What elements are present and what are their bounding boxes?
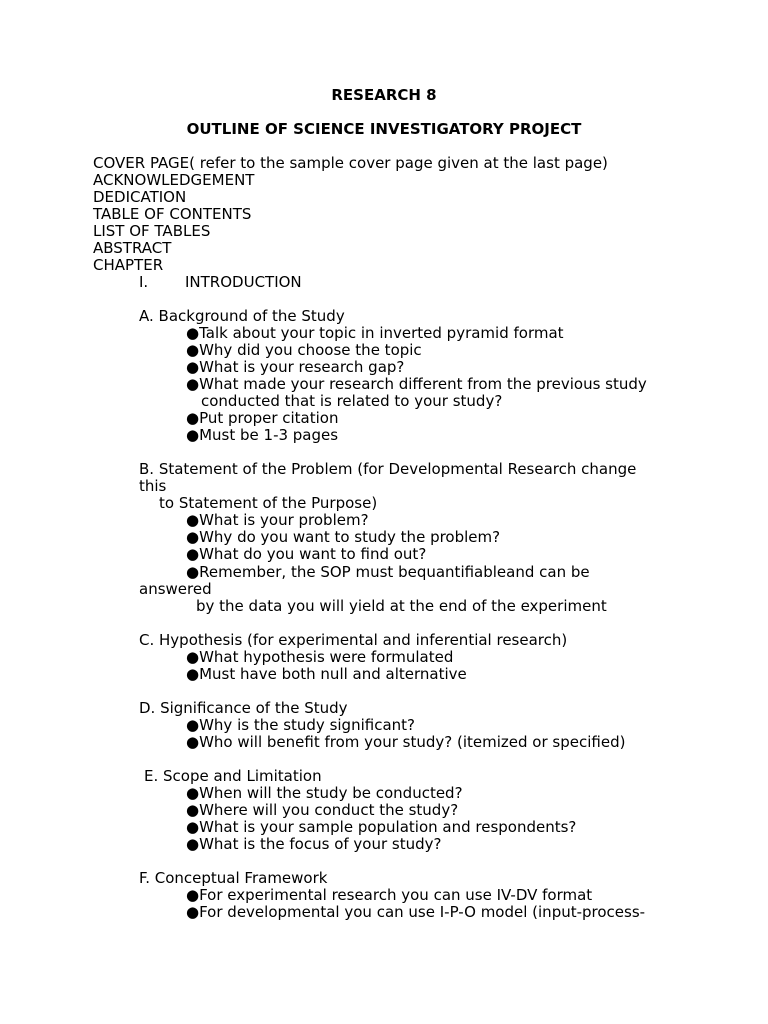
front-matter-item: LIST OF TABLES [93,222,211,240]
section-heading: F. Conceptual Framework [139,869,328,887]
bullet-item: ●What do you want to find out? [186,545,427,563]
chapter-numeral: I. [139,273,149,291]
bullet-continuation: conducted that is related to your study? [201,392,503,410]
section-heading-wrap: to Statement of the Purpose) [159,494,378,512]
bullet-item: ●Why did you choose the topic [186,341,422,359]
bullet-item: ●What hypothesis were formulated [186,648,454,666]
front-matter-item: COVER PAGE( refer to the sample cover page given at the last page) [93,154,608,172]
section-heading: C. Hypothesis (for experimental and inferential research) [139,631,568,649]
document-subtitle: OUTLINE OF SCIENCE INVESTIGATORY PROJECT [186,120,582,138]
bullet-item: ●Must have both null and alternative [186,665,467,683]
bullet-item: ●Remember, the SOP must bequantifiableand can be [186,563,590,581]
document-title: RESEARCH 8 [331,86,437,104]
bullet-item: ●Where will you conduct the study? [186,801,459,819]
bullet-item: ●Put proper citation [186,409,339,427]
bullet-item: ●For developmental you can use I-P-O model (input-process- [186,903,646,921]
bullet-item: ●Why is the study significant? [186,716,415,734]
section-heading: D. Significance of the Study [139,699,348,717]
bullet-item: ●When will the study be conducted? [186,784,463,802]
front-matter-item: DEDICATION [93,188,187,206]
front-matter-item: CHAPTER [93,256,164,274]
bullet-item: ●For experimental research you can use IV-DV format [186,886,593,904]
bullet-item: ●What is your problem? [186,511,369,529]
chapter-heading [139,274,302,291]
bullet-item: ●What made your research different from the previous study [186,375,647,393]
chapter-name: INTRODUCTION [185,273,302,291]
section-heading: B. Statement of the Problem (for Developmental Research change [139,460,637,478]
front-matter-item: ABSTRACT [93,239,172,257]
section-heading: A. Background of the Study [139,307,345,325]
bullet-item: ●What is your sample population and respondents? [186,818,577,836]
section-heading: E. Scope and Limitation [144,767,322,785]
bullet-item: ●Must be 1-3 pages [186,426,339,444]
bullet-item: ●What is the focus of your study? [186,835,442,853]
bullet-wrap: answered [139,580,212,598]
bullet-item: ●Who will benefit from your study? (itemized or specified) [186,733,626,751]
section-heading-wrap: this [139,477,167,495]
bullet-wrap: by the data you will yield at the end of the experiment [196,597,607,615]
bullet-item: ●What is your research gap? [186,358,405,376]
front-matter-item: ACKNOWLEDGEMENT [93,171,255,189]
bullet-item: ●Talk about your topic in inverted pyramid format [186,324,564,342]
bullet-item: ●Why do you want to study the problem? [186,528,501,546]
front-matter-item: TABLE OF CONTENTS [93,205,252,223]
